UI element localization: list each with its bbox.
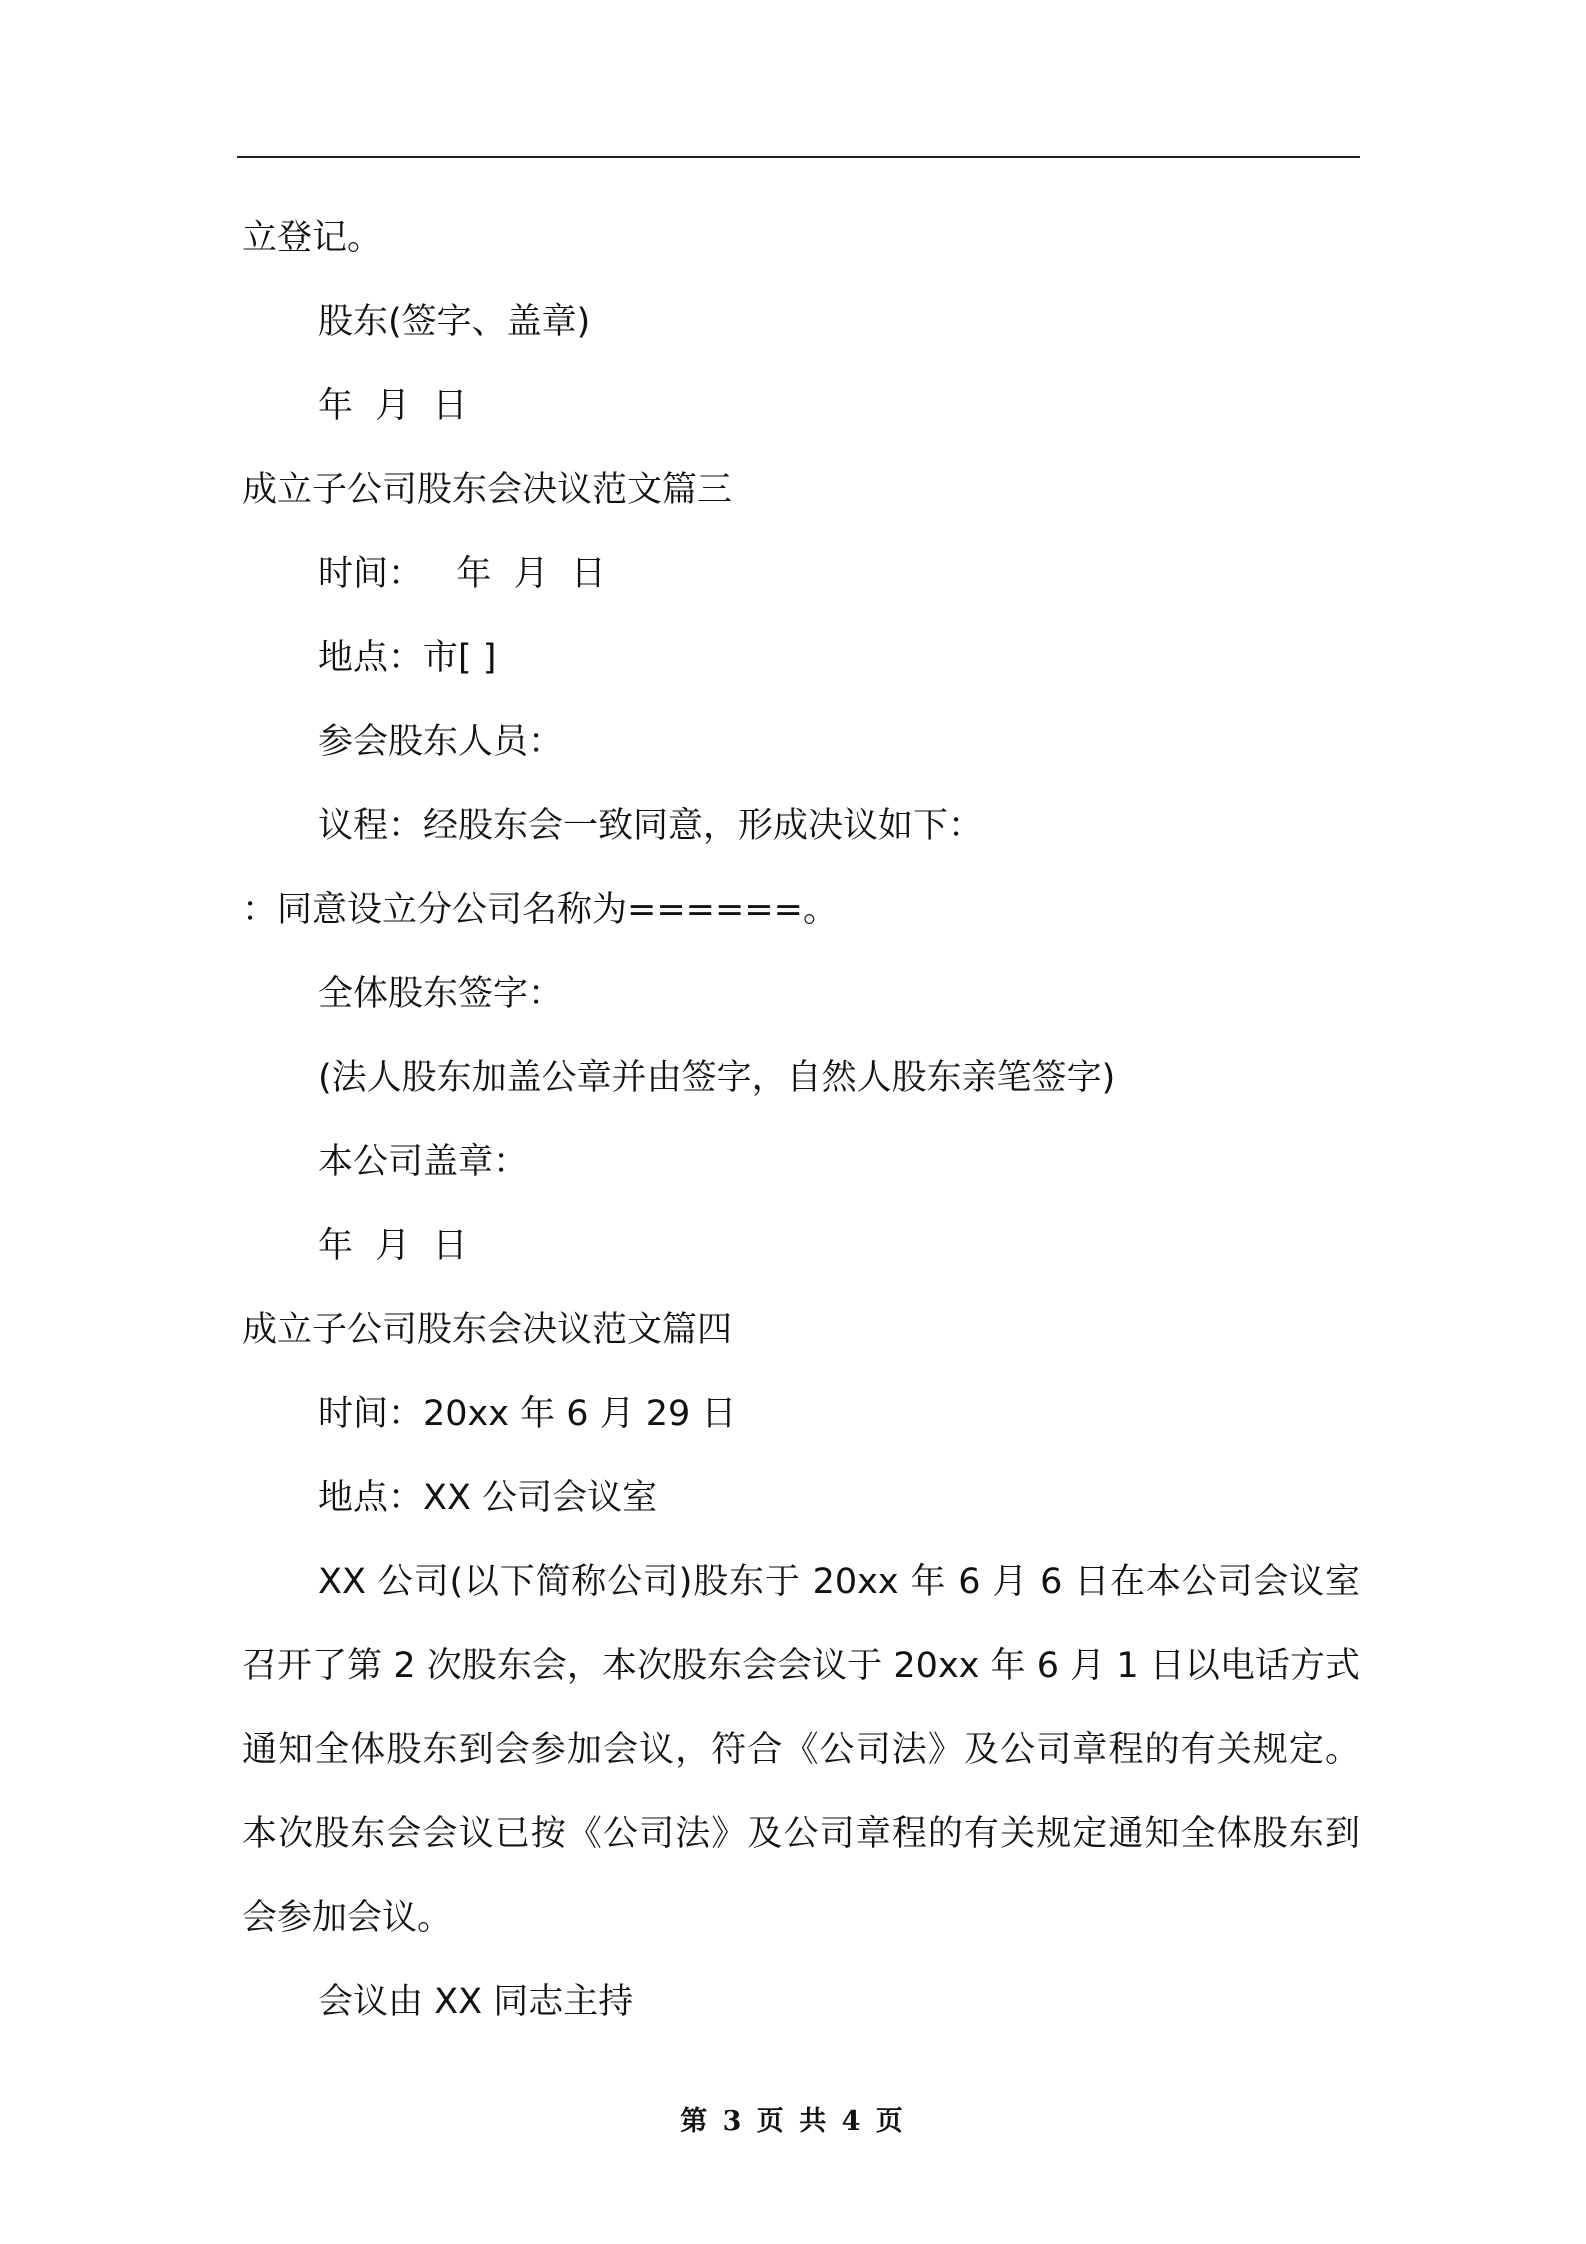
body-paragraph: XX 公司(以下简称公司)股东于 20xx 年 6 月 6 日在本公司会议室召开了第 2 次股东会，本次股东会会议于 20xx 年 6 月 1 日以电话方式通知全体股东到会参加会议，符合《公司法》及公司章程的有关规定。本次股东会会议已按《公司法》及公司章程的有关规定通知全体股东到会参加会议。 [242,1562,1360,1938]
section-heading-four: 成立子公司股东会决议范文篇四 [242,1310,733,1350]
text-line-time: 时间： 年 月 日 [318,554,606,594]
text-line-shareholder-signature: 股东(签字、盖章) [318,302,591,342]
text-line-all-signatures: 全体股东签字： [318,974,564,1014]
text-line-resolution: ：同意设立分公司名称为======。 [242,890,838,930]
text-line-location: 地点：XX 公司会议室 [318,1478,658,1518]
text-line-attendees: 参会股东人员： [318,722,564,762]
text-line-location: 地点：市[ ] [318,638,497,678]
document-body [242,196,1360,2044]
text-line-date: 年 月 日 [318,1226,468,1266]
header-rule [237,156,1360,158]
text-line-agenda: 议程：经股东会一致同意，形成决议如下： [318,806,984,846]
page-number-footer: 第 3 页 共 4 页 [680,2106,906,2137]
text-line-signature-note: (法人股东加盖公章并由签字，自然人股东亲笔签字) [318,1058,1116,1098]
text-line-chair: 会议由 XX 同志主持 [318,1982,634,2022]
text-line-company-seal: 本公司盖章： [318,1142,529,1182]
section-heading-three: 成立子公司股东会决议范文篇三 [242,470,733,510]
text-line-time: 时间：20xx 年 6 月 29 日 [318,1394,737,1434]
text-line-continuation: 立登记。 [242,218,383,258]
text-line-date: 年 月 日 [318,386,468,426]
